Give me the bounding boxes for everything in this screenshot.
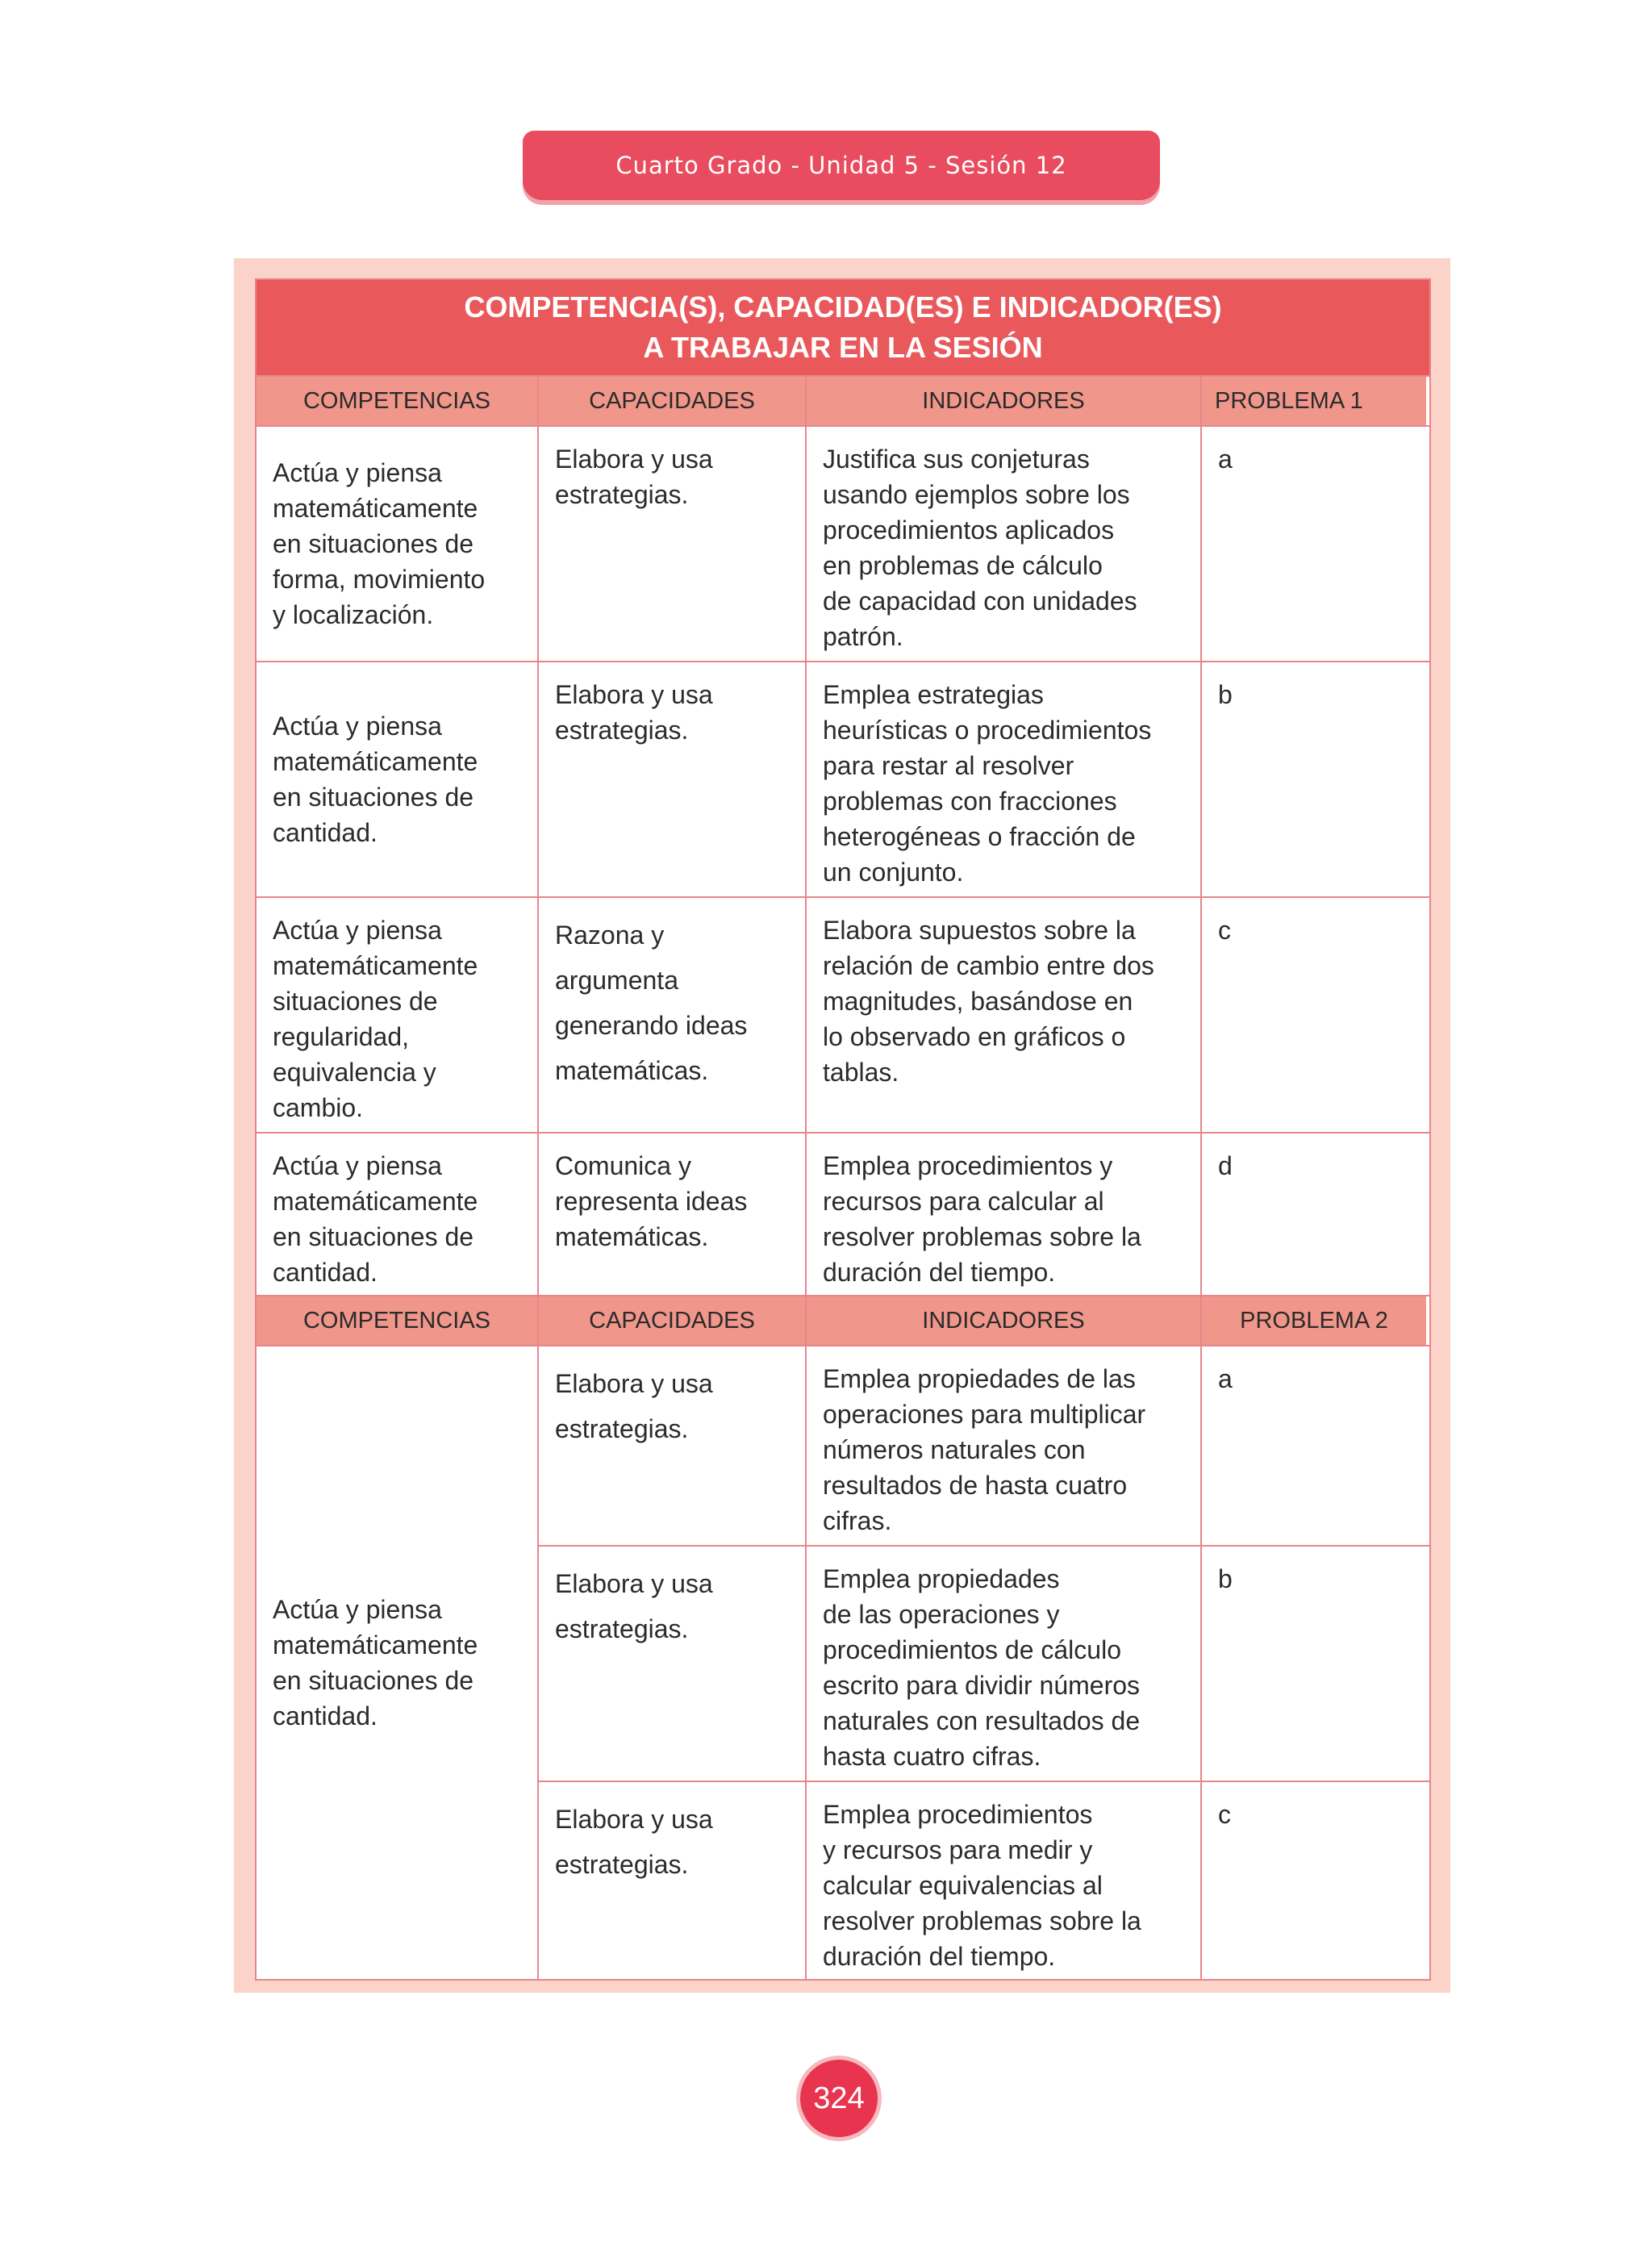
session-banner	[523, 131, 1160, 200]
problema-cell: a	[1218, 445, 1233, 474]
page-number-badge	[796, 2056, 882, 2141]
table-title-line1: COMPETENCIA(S), CAPACIDAD(ES) E INDICADOR(ES)	[464, 290, 1222, 324]
header-capacidades: CAPACIDADES	[539, 1296, 807, 1345]
problema-cell: a	[1218, 1364, 1233, 1393]
competencia-cell: Actúa y piensa matemáticamente en situaciones de cantidad.	[257, 1346, 539, 1979]
problema-2-rows	[539, 1346, 1429, 1979]
problema-cell: c	[1218, 1800, 1231, 1829]
capacidad-cell: Elabora y usa estrategias.	[539, 662, 807, 896]
table-row	[539, 1545, 1429, 1781]
table-title	[257, 280, 1429, 375]
header-indicadores: INDICADORES	[807, 1296, 1202, 1345]
table-row	[257, 661, 1429, 896]
header-problema-2: PROBLEMA 2	[1202, 1296, 1426, 1345]
capacidad-cell: Elabora y usa estrategias.	[539, 427, 807, 661]
indicador-cell: Emplea estrategias heurísticas o procedimientos para restar al resolver problemas con fracciones heterogéneas o fracción de un conjunto.	[807, 662, 1202, 896]
problema-cell: d	[1218, 1151, 1233, 1180]
indicador-cell: Emplea propiedades de las operaciones y procedimientos de cálculo escrito para dividir números naturales con resultados de hasta cuatro cifras.	[807, 1547, 1202, 1781]
problema-cell: c	[1218, 916, 1231, 945]
table-row	[539, 1781, 1429, 1979]
indicador-cell: Elabora supuestos sobre la relación de cambio entre dos magnitudes, basándose en lo observado en gráficos o tablas.	[807, 898, 1202, 1132]
table-row	[257, 1132, 1429, 1295]
header-indicadores: INDICADORES	[807, 377, 1202, 425]
capacidad-cell: Comunica y representa ideas matemáticas.	[539, 1134, 807, 1295]
competencia-cell: Actúa y piensa matemáticamente en situaciones de cantidad.	[257, 1134, 539, 1295]
capacidad-cell: Elabora y usa estrategias.	[539, 1547, 807, 1781]
capacidad-cell: Elabora y usa estrategias.	[539, 1346, 807, 1545]
table-header-row-2	[257, 1295, 1429, 1345]
competencia-cell: Actúa y piensa matemáticamente en situaciones de forma, movimiento y localización.	[257, 427, 539, 661]
header-problema-1: PROBLEMA 1	[1202, 377, 1426, 425]
table-row	[257, 425, 1429, 661]
competencies-table	[255, 278, 1431, 1981]
header-competencias: COMPETENCIAS	[257, 377, 539, 425]
table-header-row-1	[257, 375, 1429, 425]
indicador-cell: Justifica sus conjeturas usando ejemplos sobre los procedimientos aplicados en problemas de cálculo de capacidad con unidades patrón.	[807, 427, 1202, 661]
problema-cell: b	[1218, 680, 1233, 709]
table-title-line2: A TRABAJAR EN LA SESIÓN	[643, 331, 1043, 364]
capacidad-cell: Elabora y usa estrategias.	[539, 1782, 807, 1979]
page-number: 324	[813, 2081, 865, 2115]
session-banner-text: Cuarto Grado - Unidad 5 - Sesión 12	[615, 152, 1067, 179]
indicador-cell: Emplea procedimientos y recursos para medir y calcular equivalencias al resolver problemas sobre la duración del tiempo.	[807, 1782, 1202, 1979]
problema-2-block	[257, 1345, 1429, 1979]
table-row	[257, 896, 1429, 1132]
problema-cell: b	[1218, 1564, 1233, 1593]
indicador-cell: Emplea propiedades de las operaciones para multiplicar números naturales con resultados de hasta cuatro cifras.	[807, 1346, 1202, 1545]
header-competencias: COMPETENCIAS	[257, 1296, 539, 1345]
competencia-cell: Actúa y piensa matemáticamente situaciones de regularidad, equivalencia y cambio.	[257, 898, 539, 1132]
table-row	[539, 1346, 1429, 1545]
capacidad-cell: Razona y argumenta generando ideas matemáticas.	[539, 898, 807, 1132]
header-capacidades: CAPACIDADES	[539, 377, 807, 425]
competencia-cell: Actúa y piensa matemáticamente en situaciones de cantidad.	[257, 662, 539, 896]
indicador-cell: Emplea procedimientos y recursos para calcular al resolver problemas sobre la duración del tiempo.	[807, 1134, 1202, 1295]
